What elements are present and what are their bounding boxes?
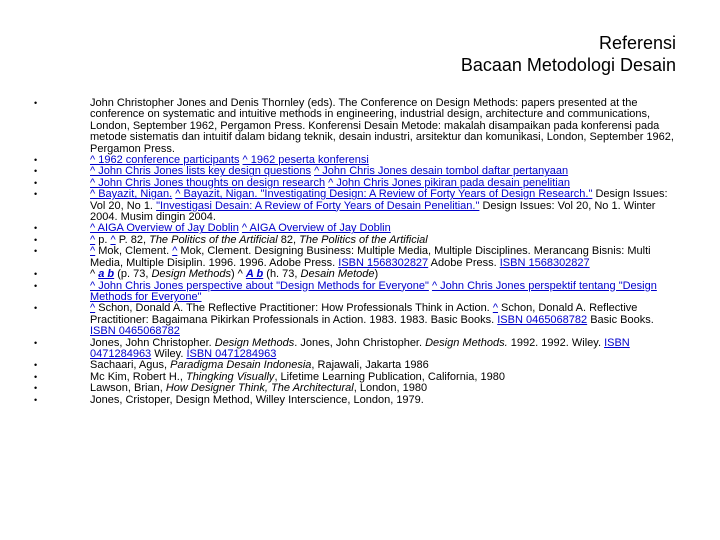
bullet-icon: • <box>34 189 38 200</box>
reference-text: Schon, Donald A. The Reflective Practitioner: How Professionals Think in Action. <box>95 302 490 315</box>
reference-link[interactable]: ^ AIGA Overview of Jay Doblin <box>241 222 391 235</box>
bullet-icon: • <box>34 98 38 108</box>
bullet-icon: • <box>34 337 38 348</box>
reference-text: Mc Kim, Robert H., <box>90 370 183 383</box>
reference-link[interactable]: ^ John Chris Jones perspektif tentang "Design Methods for Everyone" <box>90 279 657 303</box>
reference-text: , London, 1980 <box>353 382 428 395</box>
isbn-link[interactable]: ISBN 1568302827 <box>338 256 429 269</box>
book-title: The Politics of the Artificial <box>149 233 278 246</box>
reference-text: Mok, Clement. <box>95 245 170 258</box>
isbn-link[interactable]: ISBN 0471284963 <box>90 336 630 360</box>
reference-link[interactable]: ^ Bayazit, Nigan. <box>90 188 173 201</box>
book-title: The Politics of the Artificial <box>299 233 428 246</box>
bullet-icon: • <box>34 234 38 245</box>
reference-text: Wiley. <box>151 347 184 360</box>
reference-text: , Lifetime Learning Publication, California, 1980 <box>274 370 505 383</box>
reference-text: Adobe Press. <box>428 256 497 269</box>
reference-link[interactable]: "Investigasi Desain: A Review of Forty Years of Desain Penelitian." <box>156 199 480 212</box>
reference-list <box>0 98 720 406</box>
reference-link[interactable]: ^ <box>492 302 498 315</box>
reference-link[interactable]: ^ <box>90 245 96 258</box>
reference-text: Schon, Donald A. Reflective Practitioner: Bagaimana Pikirkan Professionals in Action. 1983. 1983. Basic Books. <box>90 302 638 326</box>
bullet-icon: • <box>34 360 38 371</box>
reference-item <box>0 98 680 155</box>
reference-link[interactable]: ^ Bayazit, Nigan. "Investigating Design: A Review of Forty Years of Design Research." <box>175 188 593 201</box>
bullet-icon: • <box>34 269 38 280</box>
reference-link[interactable]: ^ 1962 conference participants <box>90 154 240 167</box>
reference-text: Basic Books. <box>587 313 654 326</box>
reference-text: ) <box>374 268 379 281</box>
reference-item <box>0 246 680 269</box>
reference-text: Jones, John Christopher. <box>90 336 212 349</box>
bullet-icon: • <box>34 246 38 257</box>
title-line-2: Bacaan Metodologi Desain <box>460 55 676 75</box>
book-title: Design Methods <box>214 336 295 349</box>
isbn-link[interactable]: ISBN 0465068782 <box>497 313 588 326</box>
reference-link[interactable]: ^ John Chris Jones pikiran pada desain penelitian <box>328 176 570 189</box>
reference-link[interactable]: ^ <box>90 233 96 246</box>
reference-text: ) ^ <box>230 268 243 281</box>
reference-item <box>0 395 680 406</box>
reference-link[interactable]: ^ John Chris Jones perspective about "Design Methods for Everyone" <box>90 279 429 292</box>
backref-link[interactable]: a b <box>98 268 115 281</box>
bullet-icon: • <box>34 280 38 291</box>
bullet-icon: • <box>34 371 38 382</box>
book-title: Design Methods. <box>425 336 508 349</box>
reference-text: Design Issues: Vol 20, No 1. <box>90 188 668 212</box>
reference-text: (h. 73, <box>263 268 298 281</box>
reference-link[interactable]: ^ AIGA Overview of Jay Doblin <box>90 222 239 235</box>
bullet-icon: • <box>34 303 38 314</box>
bullet-icon: • <box>34 383 38 394</box>
book-title: Thingking Visually <box>185 370 275 383</box>
reference-item <box>0 189 680 223</box>
reference-text: 82, <box>277 233 297 246</box>
reference-text: P. 82, <box>115 233 147 246</box>
reference-link[interactable]: ^ 1962 peserta konferensi <box>242 154 369 167</box>
title-line-1: Referensi <box>598 33 676 53</box>
reference-text: Jones, Cristoper, Design Method, Willey Interscience, London, 1979. <box>90 393 424 406</box>
reference-text: . Jones, John Christopher. <box>294 336 423 349</box>
reference-text: , Rajawali, Jakarta 1986 <box>311 359 429 372</box>
reference-text: (p. 73, <box>114 268 149 281</box>
reference-item <box>0 281 680 304</box>
reference-item <box>0 303 680 337</box>
bullet-icon: • <box>34 177 38 188</box>
reference-text: Design Issues: Vol 20, No 1. Winter 2004. Musim dingin 2004. <box>90 199 656 224</box>
reference-text: Lawson, Brian, <box>90 382 163 395</box>
isbn-link[interactable]: ISBN 0465068782 <box>90 325 180 338</box>
reference-text: Sachaari, Agus, <box>90 359 168 372</box>
bullet-icon: • <box>34 155 38 166</box>
reference-link[interactable]: ^ <box>90 302 96 315</box>
book-title: Paradigma Desain Indonesia <box>170 359 312 372</box>
reference-text: p. <box>95 233 108 246</box>
reference-item <box>0 338 680 361</box>
bullet-icon: • <box>34 394 38 405</box>
reference-link[interactable]: ^ John Chris Jones desain tombol daftar pertanyaan <box>314 165 569 178</box>
reference-link[interactable]: ^ <box>172 245 178 258</box>
reference-text: Mok, Clement. Designing Business: Multiple Media, Multiple Disciplines. Merancang Bisnis: Multi Media, Multiple Disiplin. 1996. 1996. Adobe Press. <box>90 245 651 269</box>
isbn-link[interactable]: ISBN 1568302827 <box>499 256 590 269</box>
reference-link[interactable]: ^ John Chris Jones lists key design questions <box>90 165 311 178</box>
bullet-icon: • <box>34 223 38 234</box>
slide-title <box>461 32 676 76</box>
reference-text: 1992. 1992. Wiley. <box>507 336 602 349</box>
book-title: Desain Metode <box>300 268 375 281</box>
reference-text: John Christopher Jones and Denis Thornley (eds). The Conference on Design Methods: papers presented at the conference on systematic and intuitive methods in engineering, industrial design, architecture and communications, London, September 1962, Pergamon Press. Konferensi Desain Metode: makalah disampaikan pada konferensi pada metode sistematis dan intuitif dalam bidang teknik, desain industri, arsitektur dan komunikasi, London, September 1962, Pergamon Press. <box>90 97 674 155</box>
reference-link[interactable]: ^ <box>110 233 116 246</box>
reference-link[interactable]: ^ John Chris Jones thoughts on design research <box>90 176 326 189</box>
isbn-link[interactable]: ISBN 0471284963 <box>186 347 277 360</box>
book-title: Design Methods <box>151 268 231 281</box>
book-title: How Designer Think, The Architectural <box>165 382 354 395</box>
backref-link[interactable]: A b <box>245 268 264 281</box>
bullet-icon: • <box>34 166 38 177</box>
reference-text: ^ <box>90 268 96 281</box>
